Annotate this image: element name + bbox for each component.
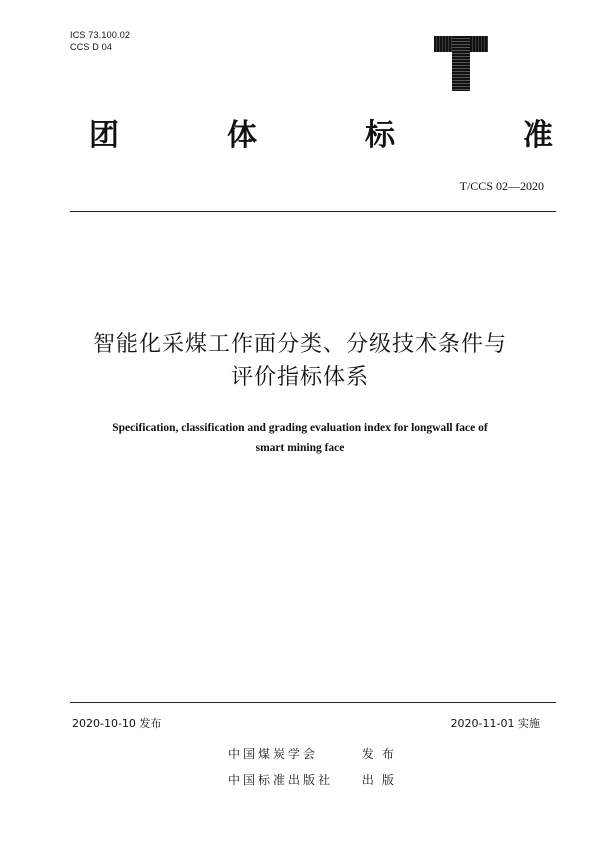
english-title-line-2: smart mining face <box>255 442 345 454</box>
standard-type-heading <box>86 116 556 156</box>
standard-type-char-2: 体 <box>227 118 257 153</box>
publisher-line-issuer <box>228 746 402 762</box>
standard-type-char-3: 标 <box>365 118 395 153</box>
t-mark-stem <box>452 36 470 91</box>
standard-number: T/CCS 02—2020 <box>459 179 544 193</box>
ics-code: ICS 73.100.02 <box>70 30 131 40</box>
standard-category-t-mark <box>434 36 488 91</box>
chinese-title-line-1: 智能化采煤工作面分类、分级技术条件与 <box>92 332 507 357</box>
bottom-divider <box>70 702 556 703</box>
standard-type-char-4: 准 <box>523 118 553 153</box>
english-title <box>40 418 560 458</box>
press-organization: 中国标准出版社 <box>228 773 334 787</box>
press-role: 出版 <box>361 773 402 787</box>
classification-codes <box>70 29 130 53</box>
issue-date: 2020-10-10 发布 <box>72 717 162 730</box>
english-title-line-1: Specification, classification and grading evaluation index for longwall face of <box>112 422 488 434</box>
publisher-line-press <box>228 772 402 788</box>
implementation-date: 2020-11-01 实施 <box>450 717 540 730</box>
chinese-title-line-2: 评价指标体系 <box>230 365 369 390</box>
standard-type-char-1: 团 <box>89 118 119 153</box>
ccs-code: CCS D 04 <box>70 42 113 52</box>
top-divider <box>70 211 556 212</box>
issuer-organization: 中国煤炭学会 <box>228 747 319 761</box>
chinese-title <box>40 328 560 394</box>
issuer-role: 发布 <box>361 747 402 761</box>
